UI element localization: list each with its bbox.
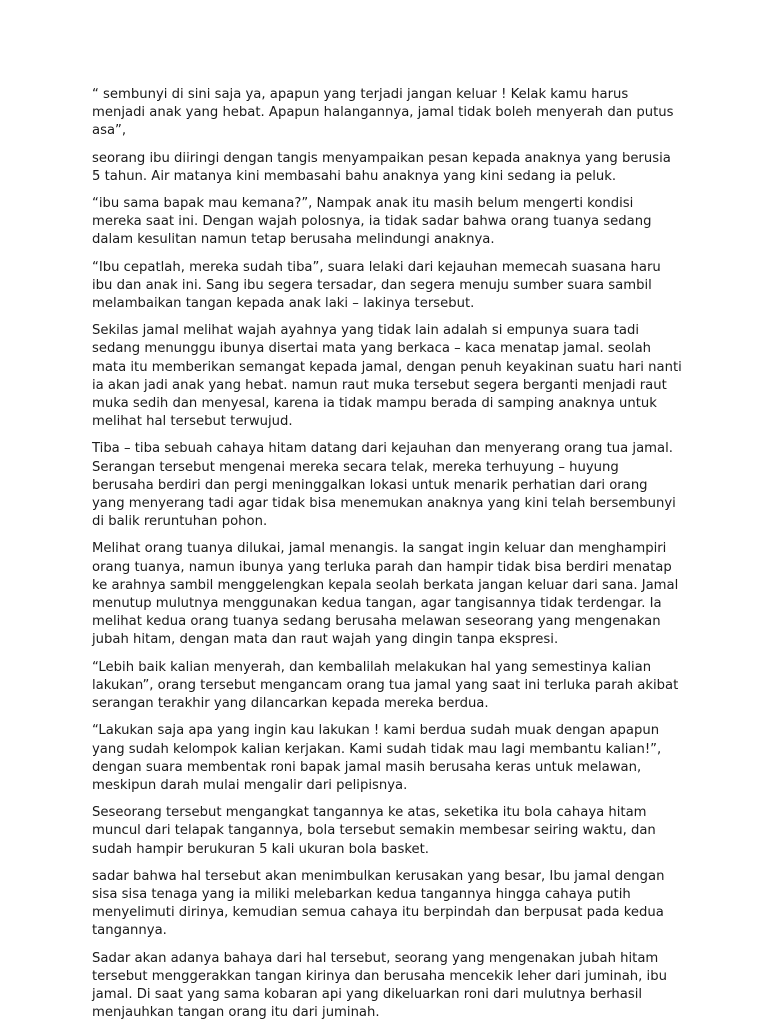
- paragraph-10: Seseorang tersebut mengangkat tangannya ke atas, seketika itu bola cahaya hitam muncul dari telapak tangannya, bola tersebut semakin membesar seiring waktu, dan sudah hampir berukuran 5 kali ukuran bola basket.: [92, 805, 656, 857]
- paragraph-7: Melihat orang tuanya dilukai, jamal menangis. Ia sangat ingin keluar dan menghampiri orang tuanya, namun ibunya yang terluka parah dan hampir tidak bisa berdiri menatap ke arahnya sambil menggelengkan kepala seolah berkata jangan keluar dari sana. Jamal menutup mulutnya menggunakan kedua tangan, agar tangisannya tidak terdengar. Ia melihat kedua orang tuanya sedang berusaha melawan seseorang yang mengenakan jubah hitam, dengan mata dan raut wajah yang dingin tanpa ekspresi.: [92, 541, 679, 648]
- paragraph-5: Sekilas jamal melihat wajah ayahnya yang tidak lain adalah si empunya suara tadi sedang menunggu ibunya disertai mata yang berkaca – kaca menatap jamal. seolah mata itu memberikan semangat kepada jamal, dengan penuh keyakinan suatu hari nanti ia akan jadi anak yang hebat. namun raut muka tersebut segera berganti menjadi raut muka sedih dan menyesal, karena ia tidak mampu berada di samping anaknya untuk melihat hal tersebut terwujud.: [92, 323, 682, 430]
- paragraph-1: “ sembunyi di sini saja ya, apapun yang terjadi jangan keluar ! Kelak kamu harus menjadi anak yang hebat. Apapun halangannya, jamal tidak boleh menyerah dan putus asa”,: [92, 87, 674, 139]
- paragraph-9: “Lakukan saja apa yang ingin kau lakukan ! kami berdua sudah muak dengan apapun yang sudah kelompok kalian kerjakan. Kami sudah tidak mau lagi membantu kalian!”, dengan suara membentak roni bapak jamal masih berusaha keras untuk melawan, meskipun darah mulai mengalir dari pelipisnya.: [92, 723, 662, 793]
- paragraph-11: sadar bahwa hal tersebut akan menimbulkan kerusakan yang besar, Ibu jamal dengan sisa sisa tenaga yang ia miliki melebarkan kedua tangannya hingga cahaya putih menyelimuti dirinya, kemudian semua cahaya itu berpindah dan berpusat pada kedua tangannya.: [92, 868, 665, 939]
- paragraph-8: “Lebih baik kalian menyerah, dan kembalilah melakukan hal yang semestinya kalian lakukan”, orang tersebut mengancam orang tua jamal yang saat ini terluka parah akibat serangan terakhir yang dilancarkan kepada mereka berdua.: [92, 659, 679, 712]
- document-page: [92, 86, 682, 1031]
- paragraph-6: Tiba – tiba sebuah cahaya hitam datang dari kejauhan dan menyerang orang tua jamal. Serangan tersebut mengenai mereka secara telak, mereka terhuyung – huyung berusaha berdiri dan pergi meninggalkan lokasi untuk menarik perhatian dari orang yang menyerang tadi agar tidak bisa menemukan anaknya yang kini telah bersembunyi di balik reruntuhan pohon.: [92, 441, 676, 530]
- paragraph-2: seorang ibu diiringi dengan tangis menyampaikan pesan kepada anaknya yang berusia 5 tahun. Air matanya kini membasahi bahu anaknya yang kini sedang ia peluk.: [92, 150, 671, 184]
- paragraph-4: “Ibu cepatlah, mereka sudah tiba”, suara lelaki dari kejauhan memecah suasana haru ibu dan anak ini. Sang ibu segera tersadar, dan segera menuju sumber suara sambil melambaikan tangan kepada anak laki – lakinya tersebut.: [92, 259, 661, 312]
- paragraph-12: Sadar akan adanya bahaya dari hal tersebut, seorang yang mengenakan jubah hitam tersebut menggerakkan tangan kirinya dan berusaha mencekik leher dari juminah, ibu jamal. Di saat yang sama kobaran api yang dikeluarkan roni dari mulutnya berhasil menjauhkan tangan orang itu dari juminah.: [92, 950, 667, 1021]
- paragraph-3: “ibu sama bapak mau kemana?”, Nampak anak itu masih belum mengerti kondisi mereka saat ini. Dengan wajah polosnya, ia tidak sadar bahwa orang tuanya sedang dalam kesulitan namun tetap berusaha melindungi anaknya.: [92, 196, 652, 248]
